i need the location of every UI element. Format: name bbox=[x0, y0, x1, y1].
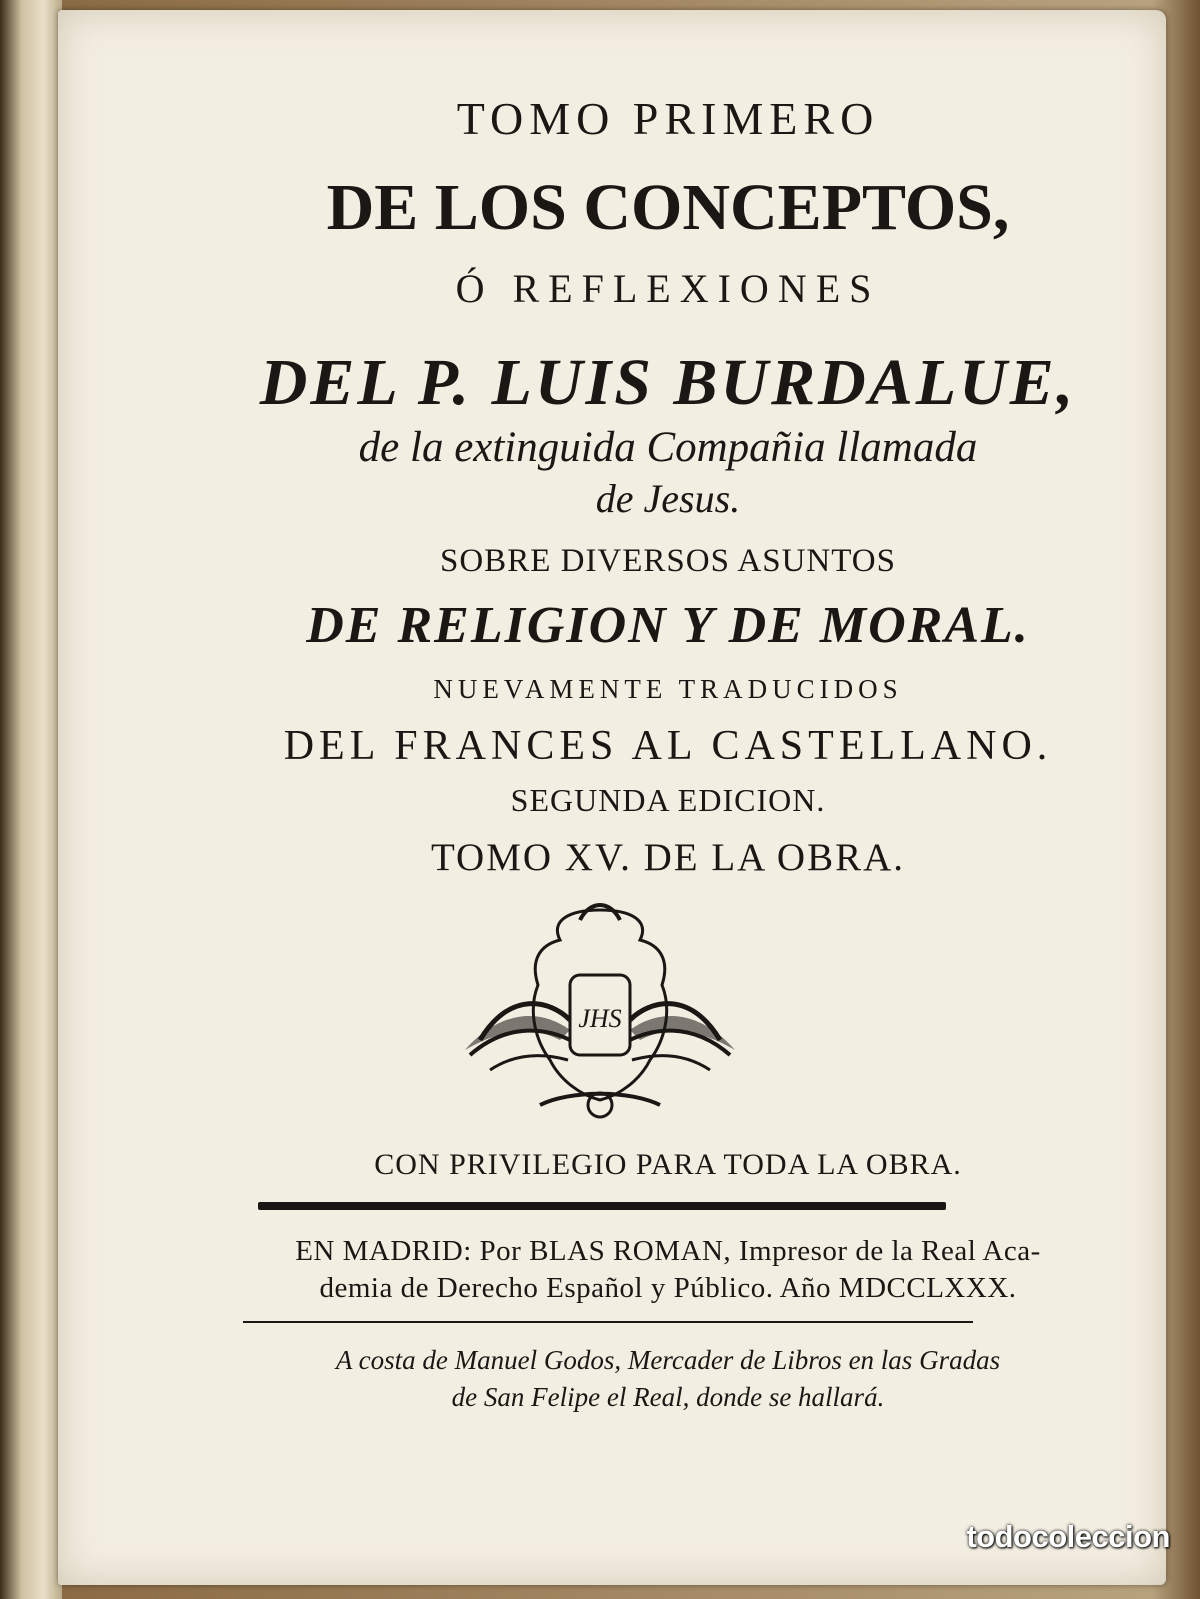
imprint-line-1: EN MADRID: Por BLAS ROMAN, Impresor de la Real Aca- bbox=[295, 1235, 1041, 1267]
subtitle-diversos-asuntos: SOBRE DIVERSOS ASUNTOS bbox=[440, 543, 896, 579]
imprint-line-2: demia de Derecho Español y Público. Año MDCCLXXX. bbox=[319, 1272, 1017, 1304]
heading-conceptos: DE LOS CONCEPTOS, bbox=[326, 171, 1010, 244]
title-page bbox=[58, 10, 1166, 1585]
edition-label: SEGUNDA EDICION. bbox=[510, 782, 826, 818]
subtitle-religion-moral: DE RELIGION Y DE MORAL. bbox=[306, 597, 1030, 654]
watermark-logo: todocoleccion bbox=[966, 1519, 1170, 1554]
author-affiliation-line1: de la extinguida Compañia llamada bbox=[358, 424, 978, 471]
author-affiliation-line2: de Jesus. bbox=[595, 476, 741, 521]
privilege-line: CON PRIVILEGIO PARA TODA LA OBRA. bbox=[374, 1148, 962, 1181]
thick-divider-rule bbox=[258, 1202, 946, 1210]
heading-reflexiones: Ó REFLEXIONES bbox=[455, 266, 881, 311]
author-name: DEL P. LUIS BURDALUE, bbox=[259, 346, 1077, 419]
subtitle-frances-castellano: DEL FRANCES AL CASTELLANO. bbox=[283, 723, 1053, 769]
printers-device-cartouche-icon bbox=[420, 890, 780, 1125]
thin-divider-rule bbox=[243, 1321, 973, 1323]
heading-tomo-primero: TOMO PRIMERO bbox=[456, 93, 880, 144]
previous-page-edge bbox=[0, 0, 62, 1599]
subtitle-traducidos: NUEVAMENTE TRADUCIDOS bbox=[433, 674, 903, 704]
seller-line-1: A costa de Manuel Godos, Mercader de Libros en las Gradas bbox=[335, 1345, 1001, 1375]
svg-text:JHS: JHS bbox=[578, 1004, 622, 1033]
seller-line-2: de San Felipe el Real, donde se hallará. bbox=[451, 1382, 885, 1412]
volume-label: TOMO XV. DE LA OBRA. bbox=[430, 836, 906, 879]
